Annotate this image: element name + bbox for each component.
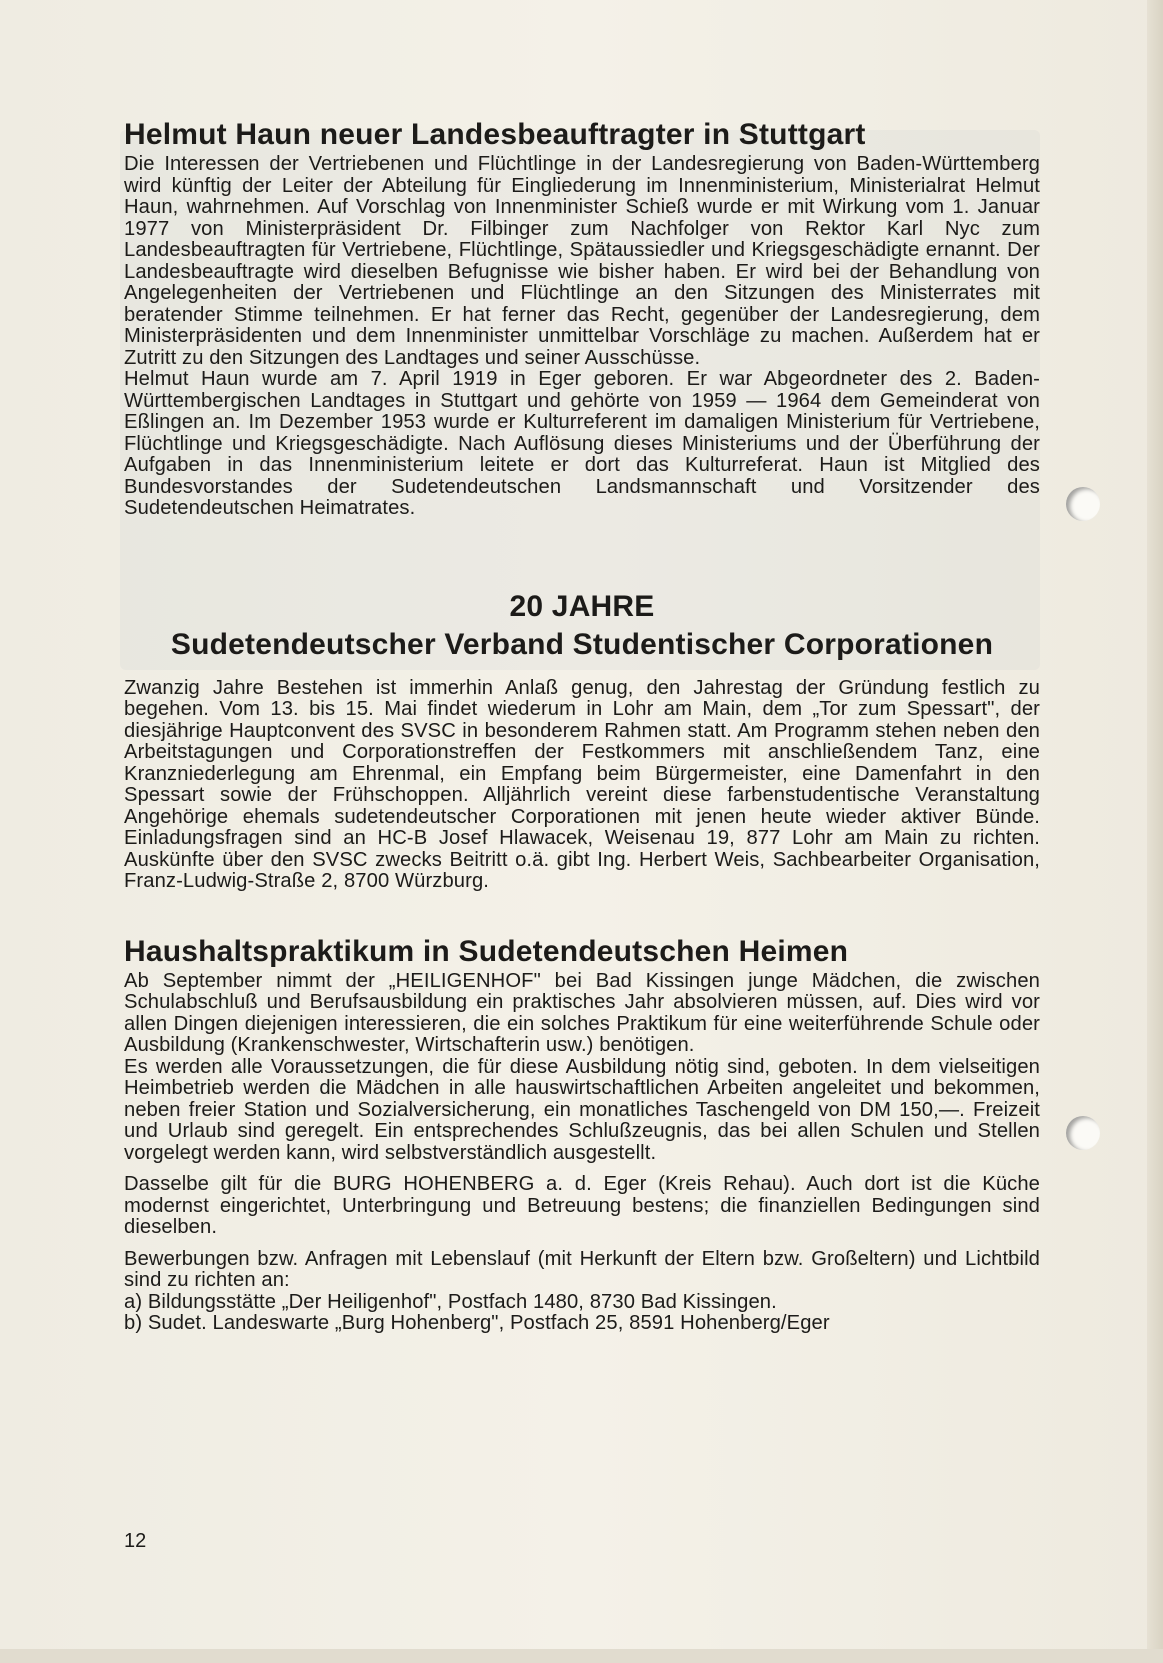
article-paragraph: Helmut Haun wurde am 7. April 1919 in Eger geboren. Er war Abgeordneter des 2. Baden-Württembergischen Landtages in Stuttgart und gehörte von 1959 — 1964 dem Gemeinderat von Eßlingen an. Im Dezember 1953 wurde er Kulturreferent im damaligen Ministerium für Vertriebene, Flüchtlinge und Kriegsgeschädigte. Nach Auflösung dieses Ministeriums und der Überführung der Aufgaben in das Innenministerium leitete er dort das Kulturreferat. Haun ist Mitglied des Bundesvorstandes der Sudetendeutschen Landsmannschaft und Vorsitzender des Sudetendeutschen Heimatrates.: [124, 368, 1040, 519]
punch-hole-icon: [1066, 1116, 1100, 1150]
article-title-20-jahre: 20 JAHRE: [509, 589, 655, 623]
article-title-haushaltspraktikum: Haushaltspraktikum in Sudetendeutschen Heimen: [124, 934, 849, 968]
article-paragraph: Zwanzig Jahre Bestehen ist immerhin Anlaß genug, den Jahrestag der Gründung festlich zu begehen. Vom 13. bis 15. Mai findet wiederum in Lohr am Main, dem „Tor zum Spessart", der diesjährige Hauptconvent des SVSC in besonderem Rahmen statt. Am Programm stehen neben den Arbeitstagungen und Corporationstreffen der Festkommers mit anschließendem Tanz, eine Kranzniederlegung am Ehrenmal, ein Empfang beim Bürgermeister, eine Damenfahrt in den Spessart sowie der Frühschoppen. Alljährlich vereint diese farbenstudentische Veranstaltung Angehörige ehemals sudetendeutscher Corporationen mit jenen heute wieder aktiver Bünde. Einladungsfragen sind an HC-B Josef Hlawacek, Weisenau 19, 877 Lohr am Main zu richten. Auskünfte über den SVSC zwecks Beitritt o.ä. gibt Ing. Herbert Weis, Sachbearbeiter Organisation, Franz-Ludwig-Straße 2, 8700 Würzburg.: [124, 676, 1040, 892]
article-paragraph: Es werden alle Voraussetzungen, die für diese Ausbildung nötig sind, geboten. In dem vielseitigen Heimbetrieb werden die Mädchen in alle hauswirtschaftlichen Arbeiten angeleitet und bekommen, neben freier Station und Sozialversicherung, ein monatliches Taschengeld von DM 150,—. Freizeit und Urlaub sind geregelt. Ein entsprechendes Schlußzeugnis, das bei allen Schulen und Stellen vorgelegt werden kann, wird selbstverständlich ausgestellt.: [124, 1055, 1040, 1164]
article-title-svsc: Sudetendeutscher Verband Studentischer Corporationen: [170, 627, 994, 661]
paper-bottom-edge: [0, 1649, 1163, 1663]
paper-edge: [1147, 0, 1163, 1663]
document-body: [124, 116, 1040, 1335]
address-item: a) Bildungsstätte „Der Heiligenhof", Postfach 1480, 8730 Bad Kissingen.: [124, 1290, 777, 1313]
article-paragraph: Ab September nimmt der „HEILIGENHOF" bei Bad Kissingen junge Mädchen, die zwischen Schulabschluß und Berufsausbildung ein praktisches Jahr absolvieren müssen, auf. Dies wird vor allen Dingen diejenigen interessieren, die ein solches Praktikum für eine weiterführende Schule oder Ausbildung (Krankenschwester, Wirtschafterin usw.) benötigen.: [124, 969, 1040, 1056]
address-item: b) Sudet. Landeswarte „Burg Hohenberg", Postfach 25, 8591 Hohenberg/Eger: [124, 1312, 830, 1334]
article-paragraph: Bewerbungen bzw. Anfragen mit Lebenslauf (mit Herkunft der Eltern bzw. Großeltern) und Lichtbild sind zu richten an:: [124, 1247, 1040, 1291]
article-paragraph: Die Interessen der Vertriebenen und Flüchtlinge in der Landesregierung von Baden-Württemberg wird künftig der Leiter der Abteilung für Eingliederung im Innenministerium, Ministerialrat Helmut Haun, wahrnehmen. Auf Vorschlag von Innenminister Schieß wurde er mit Wirkung vom 1. Januar 1977 von Ministerpräsident Dr. Filbinger zum Nachfolger von Rektor Karl Nyc zum Landesbeauftragten für Vertriebene, Flüchtlinge, Spätaussiedler und Kriegsgeschädigte ernannt. Der Landesbeauftragte wird dieselben Befugnisse wie bisher haben. Er wird bei der Behandlung von Angelegenheiten der Vertriebenen und Flüchtlinge an den Sitzungen des Ministerrates mit beratender Stimme teilnehmen. Er hat ferner das Recht, gegenüber der Landesregierung, dem Ministerpräsidenten und dem Innenminister unmittelbar Vorschläge zu machen. Außerdem hat er Zutritt zu den Sitzungen des Landtages und seiner Ausschüsse.: [124, 153, 1040, 369]
article-title-haun: Helmut Haun neuer Landesbeauftragter in Stuttgart: [124, 118, 866, 151]
article-paragraph: Dasselbe gilt für die BURG HOHENBERG a. d. Eger (Kreis Rehau). Auch dort ist die Küche modernst eingerichtet, Unterbringung und Betreuung bestens; die finanziellen Bedingungen sind dieselben.: [124, 1173, 1040, 1238]
page-number: 12: [124, 1530, 147, 1552]
punch-hole-icon: [1066, 487, 1100, 521]
